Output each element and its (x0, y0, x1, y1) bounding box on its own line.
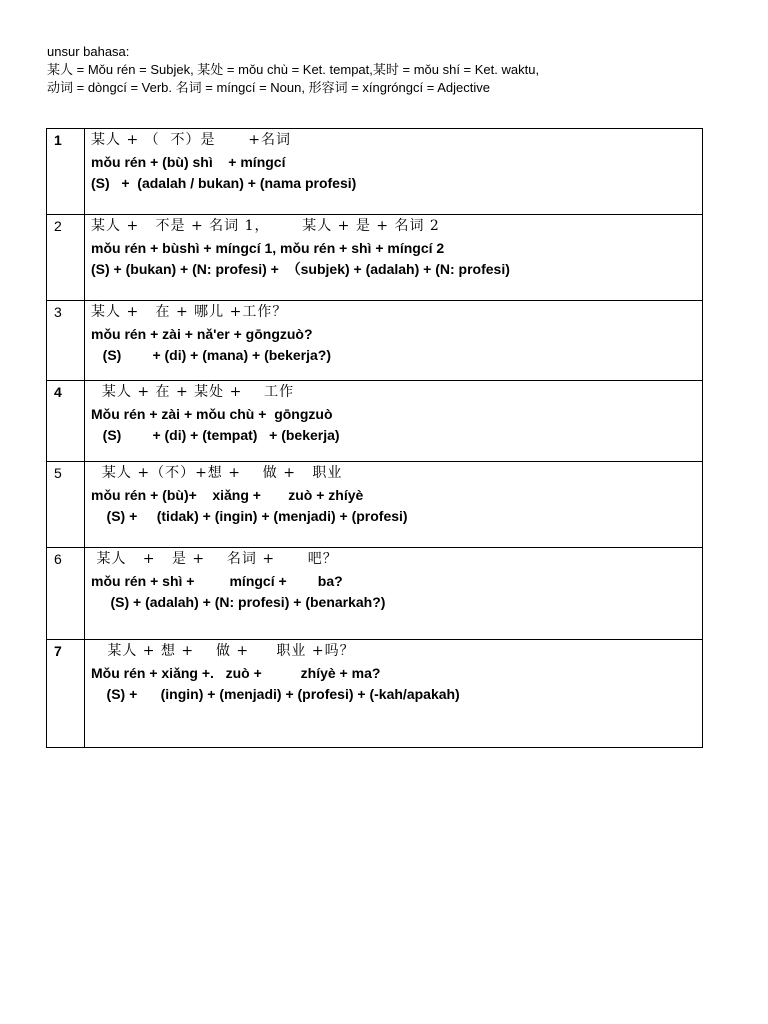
row-number: 3 (47, 301, 85, 381)
pinyin-pattern: Mǒu rén + zài + mǒu chù + gōngzuò (91, 405, 333, 422)
meaning-pattern: (S) + (tidak) + (ingin) + (menjadi) + (profesi) (91, 508, 408, 524)
row-number: 4 (47, 381, 85, 462)
hanzi-pattern: 某人 + 在 + 哪儿 +工作？ (91, 304, 288, 320)
empty-line (91, 706, 702, 728)
hanzi-pattern: 某人 + （ 不）是 +名词 (91, 132, 291, 148)
table-row (47, 462, 703, 548)
pinyin-pattern: mǒu rén + shì + míngcí + ba? (91, 572, 343, 589)
hanzi-pattern: 某人 + 是 + 名词 + 吧？ (91, 551, 338, 567)
row-content (85, 215, 703, 301)
row-content (85, 129, 703, 215)
row-number: 6 (47, 548, 85, 640)
empty-line (91, 614, 702, 636)
hanzi-pattern: 某人 + 不是 + 名词 1， 某人 + 是 + 名词 2 (91, 218, 440, 234)
row-content (85, 462, 703, 548)
header-legend-line-1: 某人 = Mǒu rén = Subjek, 某处 = mǒu chù = Ket. tempat,某时 = mǒu shí = Ket. waktu, (47, 62, 540, 77)
row-number: 2 (47, 215, 85, 301)
row-number: 5 (47, 462, 85, 548)
pinyin-pattern: mǒu rén + zài + nǎ'er + gōngzuò? (91, 325, 313, 342)
table-row (47, 129, 703, 215)
row-number: 7 (47, 640, 85, 748)
hanzi-pattern: 某人 + 在 + 某处 + 工作 (91, 384, 295, 400)
row-content (85, 301, 703, 381)
meaning-pattern: (S) + (ingin) + (menjadi) + (profesi) + (-kah/apakah) (91, 686, 460, 702)
pinyin-pattern: mǒu rén + (bù) shì + míngcí (91, 153, 286, 170)
row-content (85, 640, 703, 748)
meaning-pattern: (S) + (di) + (tempat) + (bekerja) (91, 427, 340, 443)
table-row (47, 640, 703, 748)
meaning-pattern: (S) + (adalah) + (N: profesi) + (benarkah?) (91, 594, 386, 610)
hanzi-pattern: 某人 + 想 + 做 + 职业 +吗？ (91, 643, 355, 659)
pinyin-pattern: mǒu rén + bùshì + míngcí 1, mǒu rén + shì + míngcí 2 (91, 239, 445, 256)
table-row (47, 548, 703, 640)
header-legend-line-2: 动词 = dòngcí = Verb. 名词 = míngcí = Noun, 形容词 = xíngróngcí = Adjective (47, 80, 490, 95)
meaning-pattern: (S) + (adalah / bukan) + (nama profesi) (91, 175, 357, 191)
table-row (47, 381, 703, 462)
row-content (85, 381, 703, 462)
table-row (47, 301, 703, 381)
meaning-pattern: (S) + (bukan) + (N: profesi) + （subjek) + (adalah) + (N: profesi) (91, 261, 510, 277)
header-title: unsur bahasa: (47, 44, 130, 59)
hanzi-pattern: 某人 +（不）+想 + 做 + 职业 (91, 465, 343, 481)
grammar-table (46, 128, 703, 748)
table-row (47, 215, 703, 301)
row-number: 1 (47, 129, 85, 215)
pinyin-pattern: mǒu rén + (bù)+ xiǎng + zuò + zhíyè (91, 486, 364, 503)
meaning-pattern: (S) + (di) + (mana) + (bekerja?) (91, 347, 331, 363)
header-section (47, 43, 747, 97)
pinyin-pattern: Mǒu rén + xiǎng +. zuò + zhíyè + ma? (91, 664, 381, 681)
row-content (85, 548, 703, 640)
